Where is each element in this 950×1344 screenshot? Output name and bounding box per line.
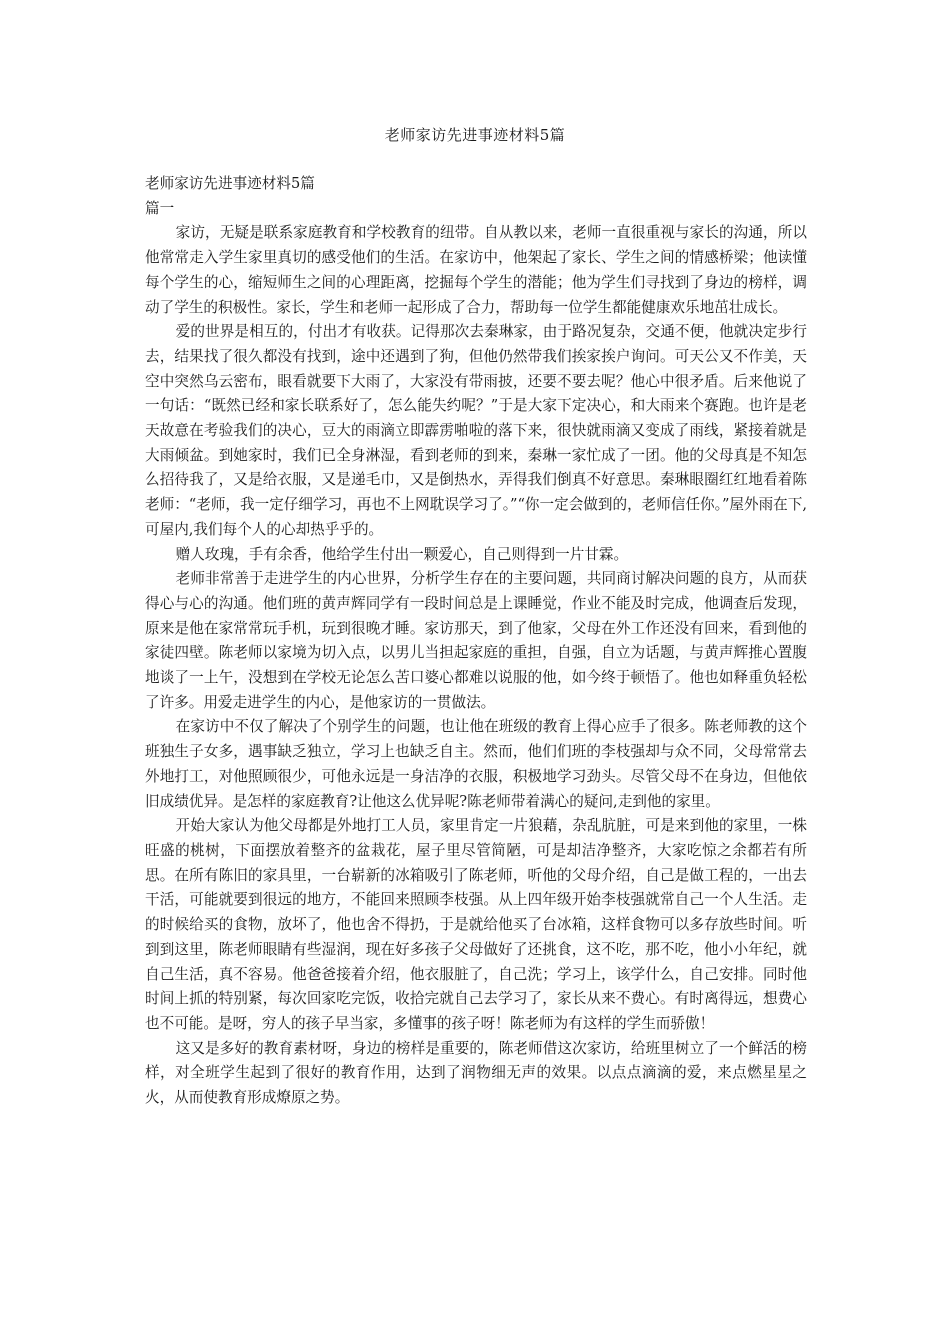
document-subtitle: 老师家访先进事迹材料5篇 — [145, 175, 315, 192]
body-paragraph: 家访，无疑是联系家庭教育和学校教育的纽带。自从教以来，老师一直很重视与家长的沟通，所以他常常走入学生家里真切的感受他们的生活。在家访中，他架起了家长、学生之间的情感桥梁；他读懂每个学生的心，缩短师生之间的心理距离，挖掘每个学生的潜能；他为学生们寻找到了身边的榜样，调动了学生的积极性。家长，学生和老师一起形成了合力，帮助每一位学生都能健康欢乐地茁壮成长。 — [145, 224, 807, 316]
body-paragraph: 在家访中不仅了解决了个别学生的问题，也让他在班级的教育上得心应手了很多。陈老师教的这个班独生子女多，遇事缺乏独立，学习上也缺乏自主。然而，他们们班的李枝强却与众不同，父母常常去外地打工，对他照顾很少，可他永远是一身洁净的衣服，积极地学习劲头。尽管父母不在身边，但他依旧成绩优异。是怎样的家庭教育?让他这么优异呢?陈老师带着满心的疑问,走到他的家里。 — [145, 718, 807, 810]
body-paragraph: 老师非常善于走进学生的内心世界，分析学生存在的主要问题，共同商讨解决问题的良方，从而获得心与心的沟通。他们班的黄声辉同学有一段时间总是上课睡觉，作业不能及时完成，他调查后发现，原来是他在家常常玩手机，玩到很晚才睡。家访那天，到了他家，父母在外工作还没有回来，看到他的家徒四壁。陈老师以家境为切入点，以男儿当担起家庭的重担，自强，自立为话题，与黄声辉推心置腹地谈了一上午，没想到在学校无论怎么苦口婆心都难以说服的他，如今终于顿悟了。他也如释重负轻松了许多。用爱走进学生的内心，是他家访的一贯做法。 — [145, 570, 807, 711]
body-paragraph: 爱的世界是相互的，付出才有收获。记得那次去秦琳家，由于路况复杂，交通不便，他就决定步行去，结果找了很久都没有找到，途中还遇到了狗，但他仍然带我们挨家挨户询问。可天公又不作美，天空中突然乌云密布，眼看就要下大雨了，大家没有带雨披，还要不要去呢？他心中很矛盾。后来他说了一句话：“既然已经和家长联系好了，怎么能失约呢？”于是大家下定决心，和大雨来个赛跑。也许是老天故意在考验我们的决心，豆大的雨滴立即霹雳啪啦的落下来，很快就雨滴又变成了雨线，紧接着就是大雨倾盆。到她家时，我们已全身淋湿，看到老师的到来，秦琳一家忙成了一团。他的父母真是不知怎么招待我了，又是给衣服，又是递毛巾，又是倒热水，弄得我们倒真不好意思。秦琳眼圈红红地看着陈老师：“老师，我一定仔细学习，再也不上网耽误学习了。”“你一定会做到的，老师信任你。”屋外雨在下,可屋内,我们每个人的心却热乎乎的。 — [145, 323, 808, 538]
document-body — [145, 172, 807, 1111]
body-paragraph: 开始大家认为他父母都是外地打工人员，家里肯定一片狼藉，杂乱肮脏，可是来到他的家里，一株旺盛的桃树，下面摆放着整齐的盆栽花，屋子里尽管简陋，可是却洁净整齐，大家吃惊之余都若有所思。在所有陈旧的家具里，一台崭新的冰箱吸引了陈老师，听他的父母介绍，自己是做工程的，一出去干活，可能就要到很远的地方，不能回来照顾李枝强。从上四年级开始李枝强就常自己一个人生活。走的时候给买的食物，放坏了，他也舍不得扔，于是就给他买了台冰箱，这样食物可以多存放些时间。听到到这里，陈老师眼睛有些湿润，现在好多孩子父母做好了还挑食，这不吃，那不吃，他小小年纪，就自己生活，真不容易。他爸爸接着介绍，他衣服脏了，自己洗；学习上，该学什么，自己安排。同时他时间上抓的特别紧，每次回家吃完饭，收拾完就自己去学习了，家长从来不费心。有时离得远，想费心也不可能。是呀，穷人的孩子早当家，多懂事的孩子呀！陈老师为有这样的学生而骄傲！ — [145, 817, 807, 1032]
document-title: 老师家访先进事迹材料5篇 — [384, 126, 566, 144]
section-heading: 篇一 — [145, 199, 175, 217]
body-paragraph: 赠人玫瑰，手有余香，他给学生付出一颗爱心，自己则得到一片甘霖。 — [175, 545, 629, 563]
body-paragraph: 这又是多好的教育素材呀，身边的榜样是重要的，陈老师借这次家访，给班里树立了一个鲜活的榜样，对全班学生起到了很好的教育作用，达到了润物细无声的效果。以点点滴滴的爱，来点燃星星之火，从而使教育形成燎原之势。 — [145, 1039, 807, 1107]
